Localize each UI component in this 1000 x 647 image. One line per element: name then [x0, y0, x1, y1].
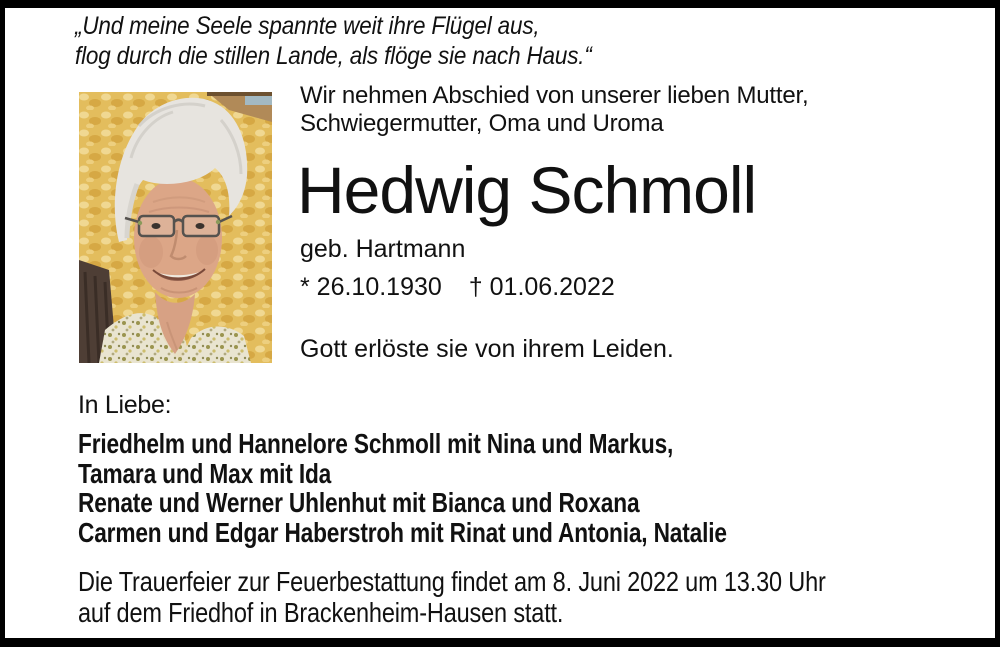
funeral-info-line2: auf dem Friedhof in Brackenheim-Hausen statt. — [78, 597, 564, 628]
farewell-intro — [300, 82, 808, 138]
maiden-name: geb. Hartmann — [300, 235, 466, 263]
notice-paper — [5, 8, 995, 638]
farewell-intro-line1: Wir nehmen Abschied von unserer lieben Mutter, — [300, 82, 809, 109]
mourners-line: Renate und Werner Uhlenhut mit Bianca und Roxana — [78, 487, 640, 518]
birth-date: * 26.10.1930 — [300, 273, 442, 301]
mourners-list — [78, 429, 727, 547]
mourners-salutation: In Liebe: — [78, 391, 172, 419]
poem-quote — [75, 11, 592, 71]
mourners-line: Carmen und Edgar Haberstroh mit Rinat und Antonia, Natalie — [78, 516, 727, 548]
consolation-message: Gott erlöste sie von ihrem Leiden. — [300, 335, 674, 363]
poem-quote-line1: „Und meine Seele spannte weit ihre Flügel aus, — [75, 12, 540, 40]
farewell-intro-line2: Schwiegermutter, Oma und Uroma — [300, 110, 664, 137]
life-dates — [300, 272, 615, 302]
mourners-line: Friedhelm und Hannelore Schmoll mit Nina und Markus, — [78, 428, 674, 459]
mourners-line: Tamara und Max mit Ida — [78, 457, 332, 489]
portrait-photo — [79, 92, 272, 363]
death-date: † 01.06.2022 — [468, 273, 615, 301]
poem-quote-line2: flog durch die stillen Lande, als flöge sie nach Haus.“ — [75, 42, 592, 70]
funeral-info — [78, 566, 826, 628]
photo-eye-right — [196, 223, 205, 229]
photo-eye-left — [152, 223, 161, 229]
funeral-info-line1: Die Trauerfeier zur Feuerbestattung findet am 8. Juni 2022 um 13.30 Uhr — [78, 566, 826, 597]
deceased-name: Hedwig Schmoll — [297, 153, 757, 227]
